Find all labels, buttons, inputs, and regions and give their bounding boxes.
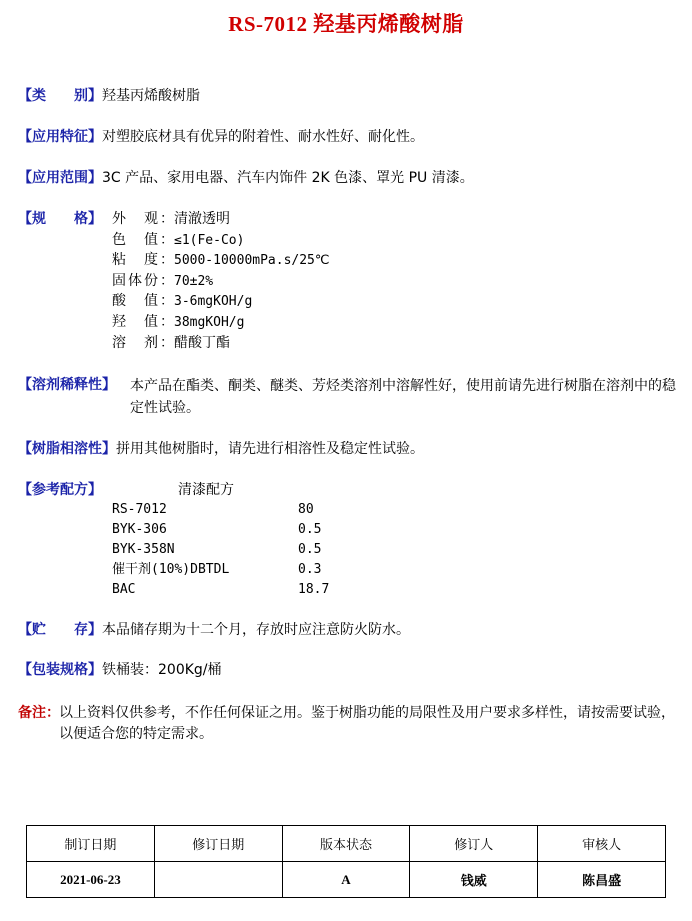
note-section (18, 703, 678, 742)
formula-row: 催干剂(10%)DBTDL 0.3 (112, 562, 322, 577)
compat-value: 拼用其他树脂时，请先进行相溶性及稳定性试验。 (116, 441, 424, 457)
header-cell: 审核人 (538, 826, 666, 862)
formula-row: BYK-306 0.5 (112, 522, 322, 537)
note-label: 备注： (18, 705, 60, 721)
spec-item: 酸 值：3-6mgKOH/g (112, 293, 253, 310)
features-section (18, 127, 678, 147)
spec-item: 羟 值：38mgKOH/g (112, 313, 245, 330)
value-cell (154, 862, 282, 898)
formula-heading: 清漆配方 (178, 482, 234, 498)
storage-section (18, 620, 678, 640)
note-value: 以上资料仅供参考，不作任何保证之用。鉴于树脂功能的局限性及用户要求多样性，请按需要试验，以便适合您的特定需求。 (59, 705, 675, 742)
specs-list (112, 209, 329, 353)
packaging-label: 【包装规格】 (18, 662, 102, 678)
packaging-section (18, 660, 678, 680)
compat-label: 【树脂相溶性】 (18, 441, 116, 457)
document-title: RS-7012 羟基丙烯酸树脂 (228, 12, 464, 36)
compat-section (18, 439, 678, 459)
revision-value-row (27, 862, 666, 898)
dilution-label: 【溶剂稀释性】 (18, 377, 116, 393)
scope-label: 【应用范围】 (18, 170, 102, 186)
storage-label: 【贮 存】 (18, 622, 102, 638)
header-cell: 修订人 (410, 826, 538, 862)
formula-row: BAC 18.7 (112, 582, 330, 597)
value-cell: A (282, 862, 410, 898)
header-cell: 版本状态 (282, 826, 410, 862)
revision-header-row (27, 826, 666, 862)
spec-item: 色 值：≤1(Fe-Co) (112, 231, 245, 248)
formula-table (112, 500, 329, 600)
formula-section (18, 480, 678, 500)
revision-table (26, 825, 666, 898)
spec-item: 外 观：清澈透明 (112, 211, 230, 227)
storage-value: 本品储存期为十二个月，存放时应注意防火防水。 (102, 622, 410, 638)
features-value: 对塑胶底材具有优异的附着性、耐水性好、耐化性。 (102, 129, 424, 145)
category-value: 羟基丙烯酸树脂 (102, 88, 200, 104)
scope-section (18, 168, 678, 188)
header-cell: 制订日期 (27, 826, 155, 862)
formula-row: BYK-358N 0.5 (112, 542, 322, 557)
dilution-value: 本产品在酯类、酮类、醚类、芳烃类溶剂中溶解性好，使用前请先进行树脂在溶剂中的稳定性试验。 (130, 378, 676, 416)
formula-label: 【参考配方】 (18, 482, 102, 498)
header-cell: 修订日期 (154, 826, 282, 862)
spec-item: 溶 剂：醋酸丁酯 (112, 334, 230, 351)
category-label: 【类 别】 (18, 88, 102, 104)
scope-value: 3C 产品、家用电器、汽车内饰件 2K 色漆、罩光 PU 清漆。 (102, 170, 474, 186)
packaging-value: 铁桶装：200Kg/桶 (102, 662, 222, 678)
specs-label: 【规 格】 (18, 211, 102, 227)
value-cell: 2021-06-23 (27, 862, 155, 898)
formula-row: RS-7012 80 (112, 502, 314, 517)
value-cell: 陈昌盛 (538, 862, 666, 898)
value-cell: 钱威 (410, 862, 538, 898)
spec-item: 粘 度：5000-10000mPa.s/25℃ (112, 252, 330, 269)
category-section (18, 86, 678, 106)
spec-item: 固体份：70±2% (112, 272, 214, 289)
features-label: 【应用特征】 (18, 129, 102, 145)
